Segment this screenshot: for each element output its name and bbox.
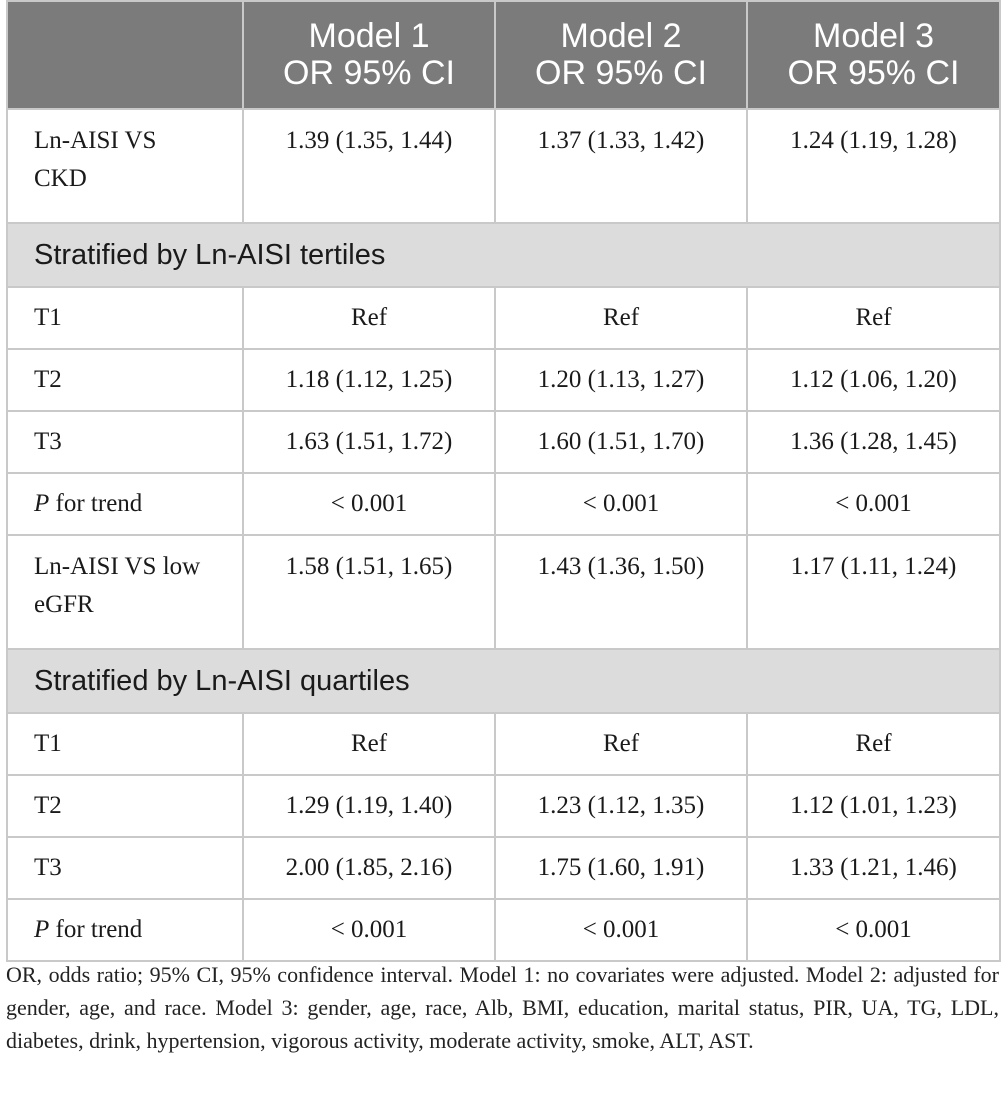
cell-model-2: 1.20 (1.13, 1.27) (495, 349, 747, 411)
cell-model-1: 1.58 (1.51, 1.65) (243, 535, 495, 649)
table-row-ckd (7, 109, 1000, 223)
header-model-3-name: Model 3 (813, 17, 934, 55)
cell-model-3: 1.36 (1.28, 1.45) (747, 411, 1000, 473)
cell-model-2: 1.60 (1.51, 1.70) (495, 411, 747, 473)
table-row-p-trend (7, 473, 1000, 535)
row-label: T2 (7, 349, 243, 411)
section-row-tertiles (7, 223, 1000, 287)
cell-model-1: 1.29 (1.19, 1.40) (243, 775, 495, 837)
row-label: Ln-AISI VS low eGFR (7, 535, 243, 649)
section-label: Stratified by Ln-AISI quartiles (7, 649, 1000, 713)
table-row (7, 775, 1000, 837)
cell-model-1: 1.39 (1.35, 1.44) (243, 109, 495, 223)
table-row (7, 349, 1000, 411)
row-label: T3 (7, 837, 243, 899)
cell-model-1: 1.63 (1.51, 1.72) (243, 411, 495, 473)
row-label: T2 (7, 775, 243, 837)
cell-model-3: 1.24 (1.19, 1.28) (747, 109, 1000, 223)
row-label: Ln-AISI VS CKD (7, 109, 243, 223)
row-label: P for trend (7, 473, 243, 535)
section-label: Stratified by Ln-AISI tertiles (7, 223, 1000, 287)
header-model-1-metric: OR 95% CI (283, 54, 455, 92)
header-corner-cell (7, 1, 243, 109)
cell-model-1: < 0.001 (243, 473, 495, 535)
header-model-3 (747, 1, 1000, 109)
cell-model-2: 1.75 (1.60, 1.91) (495, 837, 747, 899)
row-label: T1 (7, 287, 243, 349)
cell-model-2: 1.43 (1.36, 1.50) (495, 535, 747, 649)
table-row (7, 411, 1000, 473)
header-model-1 (243, 1, 495, 109)
cell-model-3: 1.33 (1.21, 1.46) (747, 837, 1000, 899)
cell-model-1: 1.18 (1.12, 1.25) (243, 349, 495, 411)
cell-model-2: Ref (495, 713, 747, 775)
header-model-2-name: Model 2 (560, 17, 682, 55)
section-row-quartiles (7, 649, 1000, 713)
cell-model-3: < 0.001 (747, 473, 1000, 535)
cell-model-1: 2.00 (1.85, 2.16) (243, 837, 495, 899)
cell-model-2: < 0.001 (495, 473, 747, 535)
header-model-2 (495, 1, 747, 109)
header-model-3-metric: OR 95% CI (787, 54, 960, 92)
cell-model-3: 1.17 (1.11, 1.24) (747, 535, 1000, 649)
cell-model-3: Ref (747, 287, 1000, 349)
cell-model-3: Ref (747, 713, 1000, 775)
cell-model-3: 1.12 (1.01, 1.23) (747, 775, 1000, 837)
cell-model-1: Ref (243, 287, 495, 349)
cell-model-2: < 0.001 (495, 899, 747, 961)
cell-model-1: < 0.001 (243, 899, 495, 961)
table-row-p-trend (7, 899, 1000, 961)
cell-model-1: Ref (243, 713, 495, 775)
cell-model-2: 1.37 (1.33, 1.42) (495, 109, 747, 223)
table-footnote: OR, odds ratio; 95% CI, 95% confidence interval. Model 1: no covariates were adjusted. Model 2: adjusted for gender, age, and race. Model 3: gender, age, race, Alb, BMI, education, marital status, PIR, UA, TG, LDL, diabetes, drink, hypertension, vigorous activity, moderate activity, smoke, ALT, AST. (6, 962, 999, 1053)
table-row (7, 287, 1000, 349)
table-row (7, 837, 1000, 899)
cell-model-2: Ref (495, 287, 747, 349)
cell-model-2: 1.23 (1.12, 1.35) (495, 775, 747, 837)
row-label: P for trend (7, 899, 243, 961)
header-model-1-name: Model 1 (308, 17, 430, 55)
row-label: T1 (7, 713, 243, 775)
results-table-container (6, 0, 999, 962)
table-row (7, 713, 1000, 775)
table-header-row (7, 1, 1000, 109)
cell-model-3: < 0.001 (747, 899, 1000, 961)
row-label: T3 (7, 411, 243, 473)
results-table (6, 0, 1001, 962)
cell-model-3: 1.12 (1.06, 1.20) (747, 349, 1000, 411)
header-model-2-metric: OR 95% CI (535, 54, 707, 92)
table-row-egfr (7, 535, 1000, 649)
